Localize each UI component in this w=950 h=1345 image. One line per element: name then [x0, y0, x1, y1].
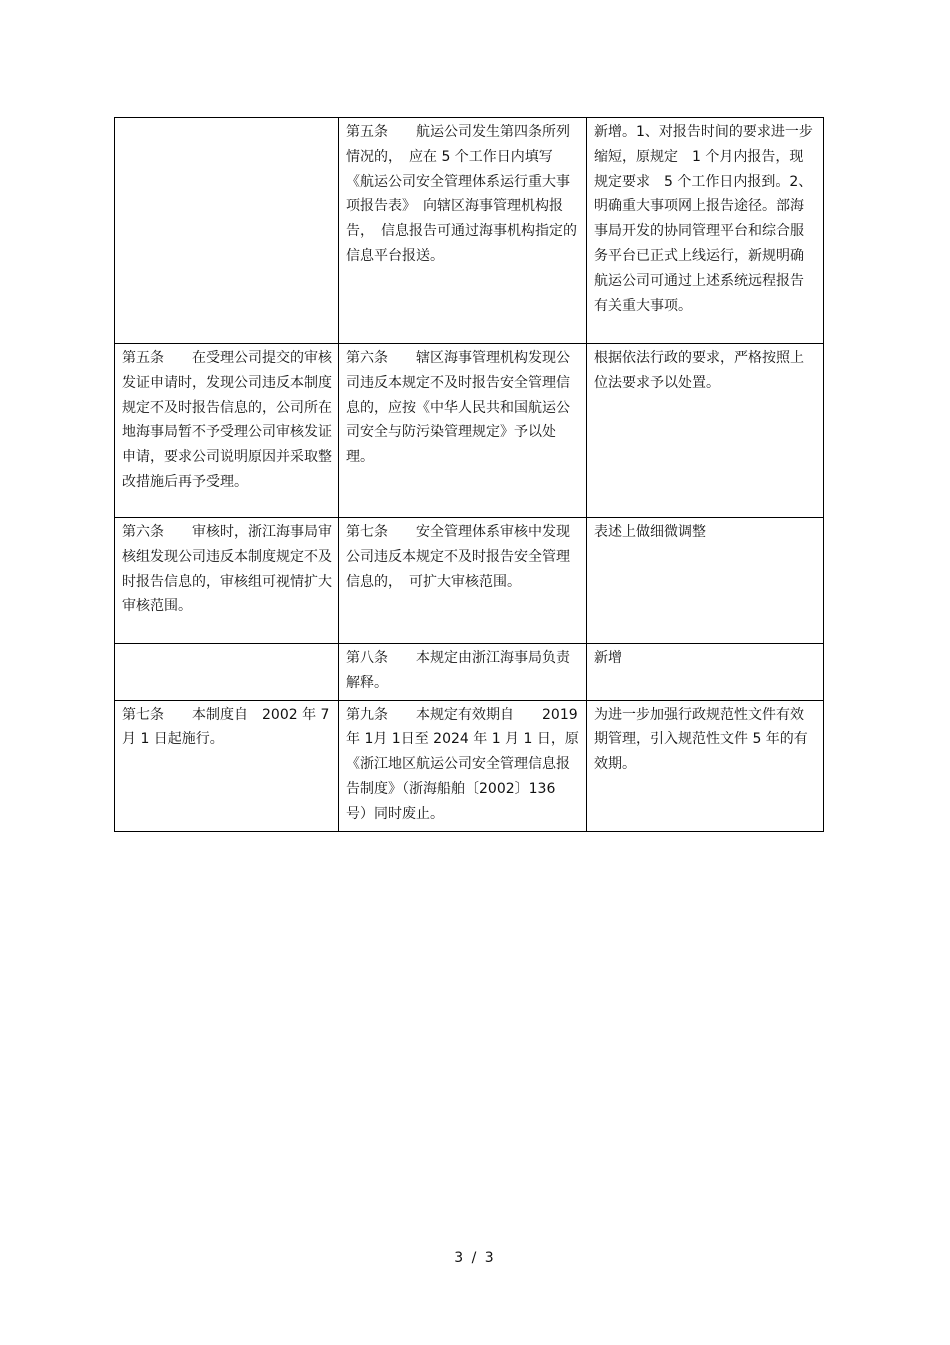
- comparison-table: [114, 117, 824, 832]
- revision-note-cell: [587, 700, 824, 831]
- table-row: [115, 118, 824, 344]
- revision-note-cell: [587, 644, 824, 701]
- old-provision-cell: [115, 344, 339, 518]
- old-provision-cell: [115, 518, 339, 644]
- new-provision-cell: [339, 344, 587, 518]
- new-provision-cell: [339, 118, 587, 344]
- old-provision-text: 第六条 审核时，浙江海事局审核组发现公司违反本制度规定不及时报告信息的，审核组可视情扩大审核范围。: [122, 524, 332, 615]
- new-provision-cell: [339, 518, 587, 644]
- new-provision-cell: [339, 644, 587, 701]
- table-row: [115, 344, 824, 518]
- revision-note-text: 新增: [594, 650, 622, 666]
- new-provision-text: 第九条 本规定有效期自 2019 年 1月 1日至 2024 年 1 月 1 日，原《浙江地区航运公司安全管理信息报告制度》（浙海船舶〔2002〕136 号）同时废止。: [346, 706, 583, 822]
- old-provision-cell: [115, 644, 339, 701]
- new-provision-cell: [339, 700, 587, 831]
- revision-note-cell: [587, 518, 824, 644]
- revision-note-text: 根据依法行政的要求，严格按照上位法要求予以处置。: [594, 350, 804, 391]
- table-row: [115, 644, 824, 701]
- new-provision-text: 第五条 航运公司发生第四条所列情况的， 应在 5 个工作日内填写《航运公司安全管理体系运行重大事项报告表》 向辖区海事管理机构报告， 信息报告可通过海事机构指定的信息平台报送。: [346, 124, 577, 264]
- revision-note-text: 表述上做细微调整: [594, 524, 706, 540]
- old-provision-text: 第七条 本制度自 2002 年 7 月 1 日起施行。: [122, 706, 334, 748]
- new-provision-text: 第七条 安全管理体系审核中发现公司违反本规定不及时报告安全管理信息的， 可扩大审核范围。: [346, 524, 570, 590]
- new-provision-text: 第八条 本规定由浙江海事局负责解释。: [346, 650, 570, 691]
- revision-note-text: 为进一步加强行政规范性文件有效期管理，引入规范性文件 5 年的有效期。: [594, 706, 808, 773]
- revision-note-cell: [587, 118, 824, 344]
- table-row: [115, 700, 824, 831]
- old-provision-cell: [115, 118, 339, 344]
- old-provision-cell: [115, 700, 339, 831]
- revision-note-cell: [587, 344, 824, 518]
- old-provision-text: 第五条 在受理公司提交的审核发证申请时，发现公司违反本制度规定不及时报告信息的，公司所在地海事局暂不予受理公司审核发证申请，要求公司说明原因并采取整改措施后再予受理。: [122, 350, 332, 490]
- revision-note-text: 新增。1、对报告时间的要求进一步缩短，原规定 1 个月内报告，现规定要求 5 个工作日内报到。2、明确重大事项网上报告途径。部海事局开发的协同管理平台和综合服务平台已正式上线运行，新规明确航运公司可通过上述系统远程报告有关重大事项。: [594, 124, 813, 314]
- table-row: [115, 518, 824, 644]
- new-provision-text: 第六条 辖区海事管理机构发现公司违反本规定不及时报告安全管理信息的，应按《中华人民共和国航运公司安全与防污染管理规定》予以处理。: [346, 350, 570, 466]
- page-number: 3 / 3: [454, 1250, 496, 1266]
